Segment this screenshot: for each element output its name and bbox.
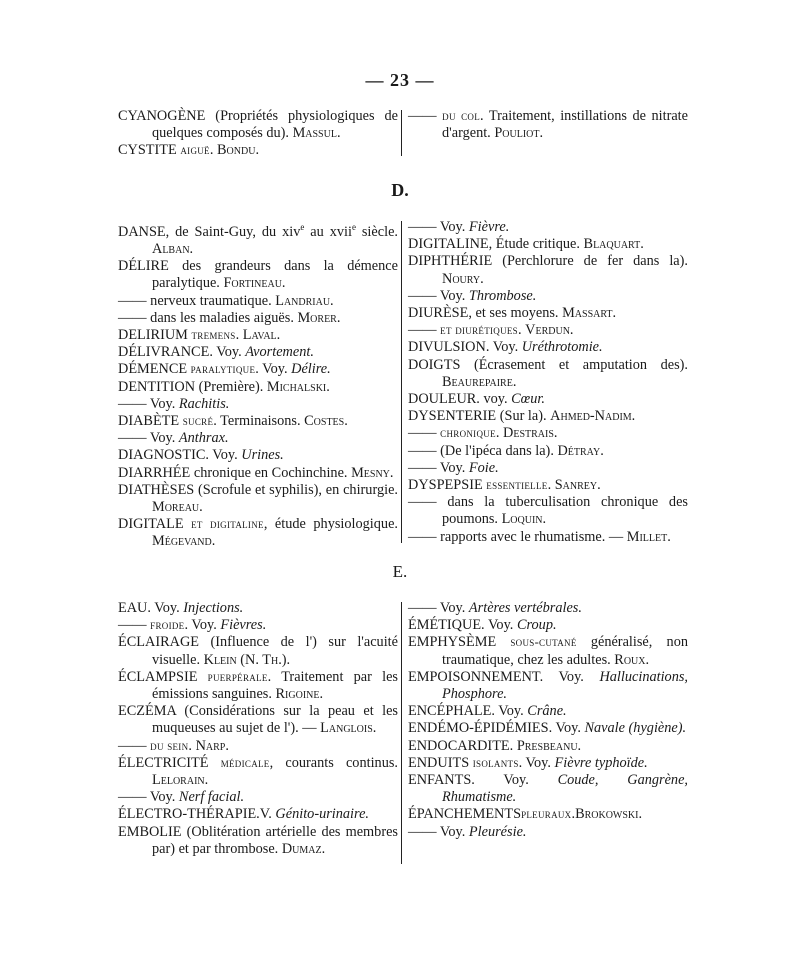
index-entry	[118, 142, 398, 159]
author-name: Millet.	[626, 528, 671, 545]
entry-text: —— Voy.	[118, 789, 179, 806]
qualifier: sucré	[182, 414, 214, 428]
qualifier: froide	[150, 618, 185, 633]
entry-text: .	[495, 425, 504, 442]
author-name: Alban.	[152, 240, 194, 257]
entry-text: CYANOGÈNE (Propriétés physiologiques de quelques composés du).	[118, 108, 398, 142]
author-name: Rigoine.	[275, 686, 324, 703]
index-entry	[408, 617, 688, 634]
cross-reference: Fièvres.	[220, 617, 267, 634]
entry-text: DELIRIUM	[118, 326, 192, 343]
index-entry	[118, 789, 398, 806]
author-name: Verdun.	[525, 322, 574, 339]
qualifier: chronique	[440, 426, 496, 441]
author-name: Dumaz.	[281, 840, 326, 857]
entry-text: ECZÉMA (Considérations sur la peau et les muqueuses au sujet de l'). —	[118, 703, 398, 737]
right-column	[408, 108, 688, 142]
section-letter-d: D.	[391, 180, 409, 200]
cross-reference: Coude, Gangrène, Rhumatisme.	[442, 772, 688, 806]
entry-text: . Voy.	[518, 754, 555, 771]
author-name: Pouliot.	[494, 125, 544, 142]
index-entry	[118, 327, 398, 344]
right-column	[408, 600, 688, 841]
entry-text: ÉCLAIRAGE (Influence de l') sur l'acuité visuelle.	[118, 634, 398, 668]
entry-text: EMPOISONNEMENT. Voy.	[408, 668, 600, 685]
index-entry	[118, 430, 398, 447]
qualifier: puerpérale	[207, 669, 268, 684]
cross-reference: Injections.	[183, 600, 244, 616]
entry-text: ÉLECTRICITÉ	[118, 754, 221, 771]
author-name: Détray.	[557, 442, 604, 459]
column-rule	[401, 110, 402, 156]
author-name: Sanrey.	[554, 477, 601, 494]
author-name: Klein (N. Th.).	[203, 651, 291, 668]
entry-text: DIVULSION. Voy.	[408, 339, 522, 356]
index-entry	[408, 494, 688, 528]
column-rule	[401, 602, 402, 864]
superscript: e	[300, 222, 305, 232]
author-name: Moreau.	[152, 499, 203, 516]
cross-reference: Rachitis.	[178, 395, 230, 412]
entry-text: —— Voy.	[408, 459, 469, 476]
entry-text: ENDUITS	[408, 754, 473, 771]
author-name: Mégevand.	[152, 533, 216, 550]
cross-reference: Anthrax.	[178, 430, 229, 447]
qualifier: et digitaline	[191, 517, 264, 532]
section-e	[118, 600, 688, 868]
entry-text: —— Voy.	[408, 823, 469, 840]
entry-text: , courants continus.	[269, 754, 398, 771]
entry-text: .	[518, 322, 526, 339]
entry-text: ÉPANCHEMENTS	[408, 806, 522, 823]
author-name: Bondu.	[217, 142, 260, 159]
cross-reference: Génito-urinaire.	[275, 806, 369, 823]
index-entry	[408, 529, 688, 546]
cross-reference: Pleurésie.	[468, 823, 527, 840]
index-entry	[118, 516, 398, 550]
entry-text: EAU. Voy.	[118, 600, 184, 616]
entry-text: .	[547, 477, 555, 494]
entry-text: DIATHÈSES (Scrofule et syphilis), en chirurgie.	[118, 481, 398, 498]
entry-text: DIAGNOSTIC. Voy.	[118, 447, 242, 464]
entry-text: —— Voy.	[408, 600, 469, 616]
cross-reference: Crâne.	[527, 703, 567, 720]
section-letter-e: E.	[392, 562, 408, 581]
index-entry	[118, 219, 398, 258]
qualifier: paralytique	[190, 362, 256, 377]
entry-text: —— rapports avec le rhumatisme. —	[408, 528, 627, 545]
index-entry	[118, 293, 398, 310]
column-rule	[401, 221, 402, 543]
entry-text: ——	[408, 425, 441, 442]
cross-reference: Fièvre.	[468, 219, 510, 235]
index-entry	[408, 755, 688, 772]
index-entry	[118, 258, 398, 292]
qualifier: pleuraux	[521, 807, 572, 822]
left-column	[118, 219, 398, 551]
qualifier: médicale	[220, 755, 270, 770]
author-name: Lelorain.	[152, 772, 209, 789]
author-name: Beaurepaire.	[442, 373, 517, 390]
index-entry	[408, 824, 688, 841]
entry-text: DIGITALE	[118, 516, 192, 533]
cross-reference: Navale (hygiène).	[584, 720, 687, 737]
entry-text: ÉLECTRO-THÉRAPIE.V.	[118, 806, 276, 823]
author-name: Loquin.	[501, 511, 547, 528]
author-name: Narp.	[195, 737, 229, 754]
index-entry	[408, 253, 688, 287]
index-entry	[408, 357, 688, 391]
index-entry	[118, 310, 398, 327]
author-name: Massul.	[292, 125, 341, 142]
cross-reference: Nerf facial.	[178, 789, 245, 806]
cross-reference: Urines.	[241, 447, 284, 464]
index-entry	[118, 447, 398, 464]
author-name: Presbeanu.	[516, 737, 582, 754]
index-entry	[408, 322, 688, 339]
cross-reference: Avortement.	[245, 344, 314, 361]
entry-text: DÉLIVRANCE. Voy.	[118, 344, 246, 361]
entry-text: —— Voy.	[408, 219, 469, 235]
author-name: Roux.	[614, 651, 650, 668]
index-entry	[118, 379, 398, 396]
entry-text: ——	[408, 322, 441, 339]
index-entry	[408, 425, 688, 442]
entry-text: .	[235, 326, 243, 343]
entry-text: DIURÈSE, et ses moyens.	[408, 305, 563, 322]
entry-text: DYSPEPSIE	[408, 477, 487, 494]
index-entry	[408, 703, 688, 720]
cross-reference: Foie.	[468, 459, 499, 476]
entry-text: —— Voy.	[408, 287, 469, 304]
index-entry	[118, 600, 398, 617]
page-number: — 23 —	[365, 70, 435, 90]
index-entry	[118, 703, 398, 737]
cross-reference: Thrombose.	[468, 287, 537, 304]
entry-text: CYSTITE	[118, 142, 181, 159]
index-entry	[408, 339, 688, 356]
entry-text: —— nerveux traumatique.	[118, 292, 276, 309]
author-name: Massart.	[562, 305, 617, 322]
index-entry	[408, 219, 688, 236]
index-entry	[118, 669, 398, 703]
entry-text: ——	[118, 737, 151, 754]
entry-text: DOULEUR. voy.	[408, 391, 512, 408]
index-entry	[408, 600, 688, 617]
entry-text: DOIGTS (Écrasement et amputation des).	[408, 356, 688, 373]
author-name: Laval.	[242, 326, 281, 343]
entry-text: EMPHYSÈME	[408, 634, 511, 651]
index-entry	[408, 108, 688, 142]
index-entry	[408, 408, 688, 425]
entry-text: DIPHTHÉRIE (Perchlorure de fer dans la).	[408, 253, 688, 270]
index-entry	[408, 738, 688, 755]
entry-text: ENDOCARDITE.	[408, 737, 517, 754]
qualifier: du sein	[150, 738, 189, 753]
index-entry	[118, 738, 398, 755]
superscript: e	[351, 222, 356, 232]
entry-text: ——	[408, 108, 443, 124]
cross-reference: Croup.	[516, 617, 557, 634]
index-entry	[408, 634, 688, 668]
index-entry	[408, 806, 688, 823]
entry-text: au xvii	[304, 223, 352, 240]
entry-text: .	[571, 806, 576, 823]
author-name: Landriau.	[275, 292, 334, 309]
cross-reference: Cœur.	[511, 391, 545, 408]
index-entry	[118, 806, 398, 823]
index-entry	[408, 477, 688, 494]
author-name: Mesny.	[351, 464, 394, 481]
entry-text: DÉLIRE des grandeurs dans la démence paralytique.	[118, 258, 398, 292]
entry-text: . Traitement, instillations de nitrate d'argent.	[442, 108, 688, 142]
qualifier: du col	[442, 109, 481, 123]
entry-text: .	[209, 142, 218, 159]
author-name: Fortineau.	[223, 275, 286, 292]
entry-text: ÉMÉTIQUE. Voy.	[408, 617, 517, 634]
entry-text: ENDÉMO-ÉPIDÉMIES. Voy.	[408, 720, 585, 737]
left-column	[118, 108, 398, 160]
section-d	[118, 219, 688, 550]
index-entry	[118, 108, 398, 142]
index-entry	[118, 617, 398, 634]
qualifier: et diurétiques	[440, 323, 518, 338]
right-column	[408, 219, 688, 546]
qualifier: isolants	[472, 755, 519, 770]
section-c-continued	[118, 108, 688, 159]
entry-text: —— dans les maladies aiguës.	[118, 309, 298, 326]
entry-text: .	[188, 737, 196, 754]
entry-text: DENTITION (Première).	[118, 378, 267, 395]
entry-text: ——	[118, 617, 151, 634]
entry-text: siècle.	[355, 223, 398, 240]
index-entry	[118, 396, 398, 413]
entry-text: —— Voy.	[118, 395, 179, 412]
entry-text: DÉMENCE	[118, 361, 191, 378]
entry-text: DIGITALINE, Étude critique.	[408, 236, 584, 253]
author-name: Langlois.	[320, 720, 377, 737]
entry-text: DIARRHÉE chronique en Cochinchine.	[118, 464, 352, 481]
index-entry	[408, 236, 688, 253]
author-name: Ahmed-Nadim.	[550, 408, 636, 425]
index-entry	[118, 482, 398, 516]
entry-text: . Voy.	[184, 617, 221, 634]
index-entry	[408, 443, 688, 460]
index-entry	[118, 361, 398, 378]
entry-text: ÉCLAMPSIE	[118, 668, 208, 685]
index-entry	[408, 305, 688, 322]
author-name: Brokowski.	[575, 806, 643, 823]
qualifier: essentielle	[486, 478, 548, 493]
author-name: Michalski.	[266, 378, 330, 395]
cross-reference: Hallucinations, Phosphore.	[442, 668, 688, 703]
index-entry	[118, 755, 398, 789]
entry-text: —— dans la tuberculisation chronique des poumons.	[408, 494, 688, 528]
entry-text: ENFANTS. Voy.	[408, 772, 558, 789]
index-entry	[408, 460, 688, 477]
index-entry	[118, 824, 398, 858]
cross-reference: Artères vertébrales.	[468, 600, 582, 616]
qualifier: aiguë	[180, 143, 210, 158]
author-name: Destrais.	[503, 425, 558, 442]
index-entry	[408, 669, 688, 703]
index-entry	[118, 413, 398, 430]
author-name: Morer.	[297, 309, 341, 326]
index-entry	[118, 634, 398, 668]
entry-text: . Traitement par les émissions sanguines.	[152, 668, 398, 703]
left-column	[118, 600, 398, 858]
index-entry	[118, 465, 398, 482]
author-name: Noury.	[442, 270, 484, 287]
entry-text: EMBOLIE (Oblitération artérielle des membres par) et par thrombose.	[118, 823, 398, 857]
index-entry	[408, 772, 688, 806]
index-entry	[408, 288, 688, 305]
author-name: Blaquart.	[583, 236, 644, 253]
author-name: Costes.	[304, 413, 348, 429]
entry-text: . Terminaisons.	[213, 413, 305, 429]
entry-text: DANSE, de Saint-Guy, du xiv	[118, 223, 301, 240]
qualifier: sous-cutané	[510, 635, 577, 650]
entry-text: —— (De l'ipéca dans la).	[408, 442, 558, 459]
index-entry	[408, 720, 688, 737]
entry-text: DYSENTERIE (Sur la).	[408, 408, 551, 425]
entry-text: ENCÉPHALE. Voy.	[408, 703, 528, 720]
cross-reference: Uréthrotomie.	[521, 339, 603, 356]
index-entry	[118, 344, 398, 361]
entry-text: , étude physiologique.	[263, 516, 398, 533]
cross-reference: Fièvre typhoïde.	[554, 754, 648, 771]
entry-text: —— Voy.	[118, 430, 179, 447]
entry-text: . Voy.	[255, 361, 292, 378]
qualifier: tremens	[191, 327, 236, 342]
entry-text: généralisé, non traumatique, chez les adultes.	[442, 634, 688, 668]
cross-reference: Délire.	[291, 361, 331, 378]
index-entry	[408, 391, 688, 408]
entry-text: DIABÈTE	[118, 413, 183, 429]
